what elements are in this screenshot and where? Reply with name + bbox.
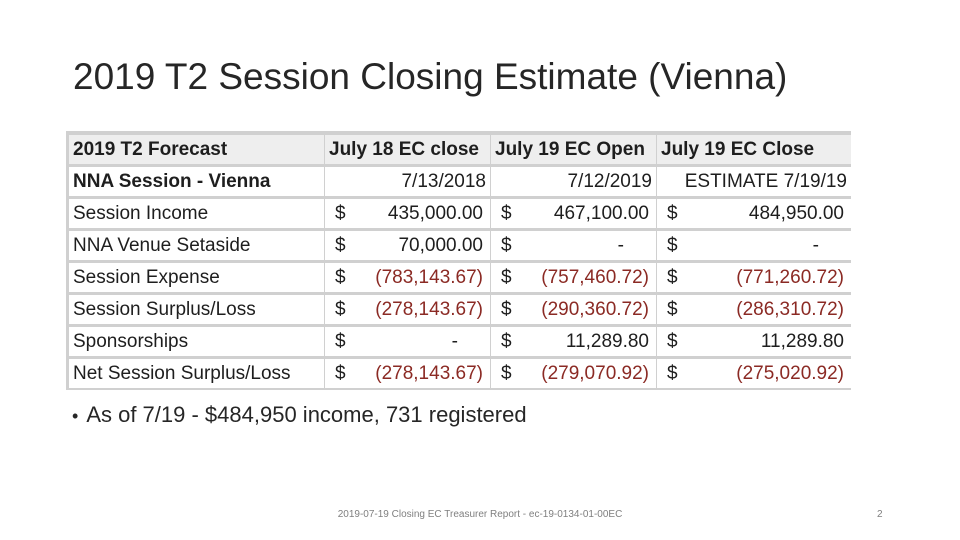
row-label: Sponsorships: [69, 327, 324, 356]
amount: 70,000.00: [398, 234, 483, 256]
bullet-text: As of 7/19 - $484,950 income, 731 registered: [86, 402, 527, 427]
currency-symbol: $: [501, 202, 512, 224]
currency-symbol: $: [667, 330, 678, 352]
subheader-date: 7/13/2018: [325, 167, 490, 196]
currency-symbol: $: [501, 298, 512, 320]
row-label: Session Surplus/Loss: [69, 295, 324, 324]
value-cell: [657, 263, 851, 292]
value-cell: [657, 199, 851, 228]
currency-symbol: $: [335, 298, 346, 320]
table-subheader-row: [69, 167, 851, 196]
amount: -: [451, 330, 458, 352]
table-row: [69, 263, 851, 292]
currency-symbol: $: [667, 202, 678, 224]
amount: 484,950.00: [748, 202, 844, 224]
amount: -: [617, 234, 624, 256]
page-number: 2: [877, 509, 883, 520]
row-label: Net Session Surplus/Loss: [69, 359, 324, 388]
header-cell: July 19 EC Open: [491, 135, 656, 164]
amount: 467,100.00: [553, 202, 649, 224]
value-cell: [491, 263, 656, 292]
value-cell: [325, 263, 490, 292]
value-cell: [491, 199, 656, 228]
table-row: [69, 295, 851, 324]
currency-symbol: $: [667, 234, 678, 256]
currency-symbol: $: [501, 234, 512, 256]
header-cell: July 18 EC close: [325, 135, 490, 164]
row-label: Session Income: [69, 199, 324, 228]
currency-symbol: $: [335, 266, 346, 288]
value-cell: [657, 231, 851, 260]
value-cell: [325, 231, 490, 260]
currency-symbol: $: [501, 362, 512, 384]
value-cell: [491, 327, 656, 356]
currency-symbol: $: [335, 202, 346, 224]
currency-symbol: $: [335, 362, 346, 384]
amount: (286,310.72): [736, 298, 844, 320]
amount: (290,360.72): [541, 298, 649, 320]
amount: -: [812, 234, 819, 256]
value-cell: [325, 327, 490, 356]
currency-symbol: $: [501, 266, 512, 288]
forecast-table-container: [66, 131, 851, 390]
amount: 11,289.80: [760, 330, 844, 352]
value-cell: [491, 231, 656, 260]
currency-symbol: $: [335, 234, 346, 256]
amount: (278,143.67): [375, 298, 483, 320]
table-row: [69, 327, 851, 356]
value-cell: [325, 199, 490, 228]
value-cell: [491, 359, 656, 388]
currency-symbol: $: [501, 330, 512, 352]
currency-symbol: $: [667, 362, 678, 384]
amount: (757,460.72): [541, 266, 649, 288]
amount: 435,000.00: [387, 202, 483, 224]
summary-bullet: [72, 402, 527, 428]
amount: (275,020.92): [736, 362, 844, 384]
subheader-date: ESTIMATE 7/19/19: [657, 167, 851, 196]
value-cell: [325, 359, 490, 388]
row-label: NNA Venue Setaside: [69, 231, 324, 260]
table-row: [69, 359, 851, 388]
header-cell: July 19 EC Close: [657, 135, 851, 164]
slide-title: 2019 T2 Session Closing Estimate (Vienna): [73, 56, 788, 97]
currency-symbol: $: [335, 330, 346, 352]
amount: 11,289.80: [565, 330, 649, 352]
value-cell: [325, 295, 490, 324]
amount: (278,143.67): [375, 362, 483, 384]
amount: (771,260.72): [736, 266, 844, 288]
value-cell: [657, 327, 851, 356]
amount: (783,143.67): [375, 266, 483, 288]
forecast-table: [68, 132, 852, 391]
row-label: Session Expense: [69, 263, 324, 292]
value-cell: [657, 359, 851, 388]
subheader-label: NNA Session - Vienna: [69, 167, 324, 196]
table-row: [69, 231, 851, 260]
value-cell: [491, 295, 656, 324]
table-header-row: [69, 135, 851, 164]
table-row: [69, 199, 851, 228]
header-cell: 2019 T2 Forecast: [69, 135, 324, 164]
amount: (279,070.92): [541, 362, 649, 384]
value-cell: [657, 295, 851, 324]
currency-symbol: $: [667, 266, 678, 288]
bullet-marker: •: [72, 406, 79, 426]
currency-symbol: $: [667, 298, 678, 320]
subheader-date: 7/12/2019: [491, 167, 656, 196]
slide-footer: 2019-07-19 Closing EC Treasurer Report - ec-19-0134-01-00EC: [337, 509, 623, 520]
